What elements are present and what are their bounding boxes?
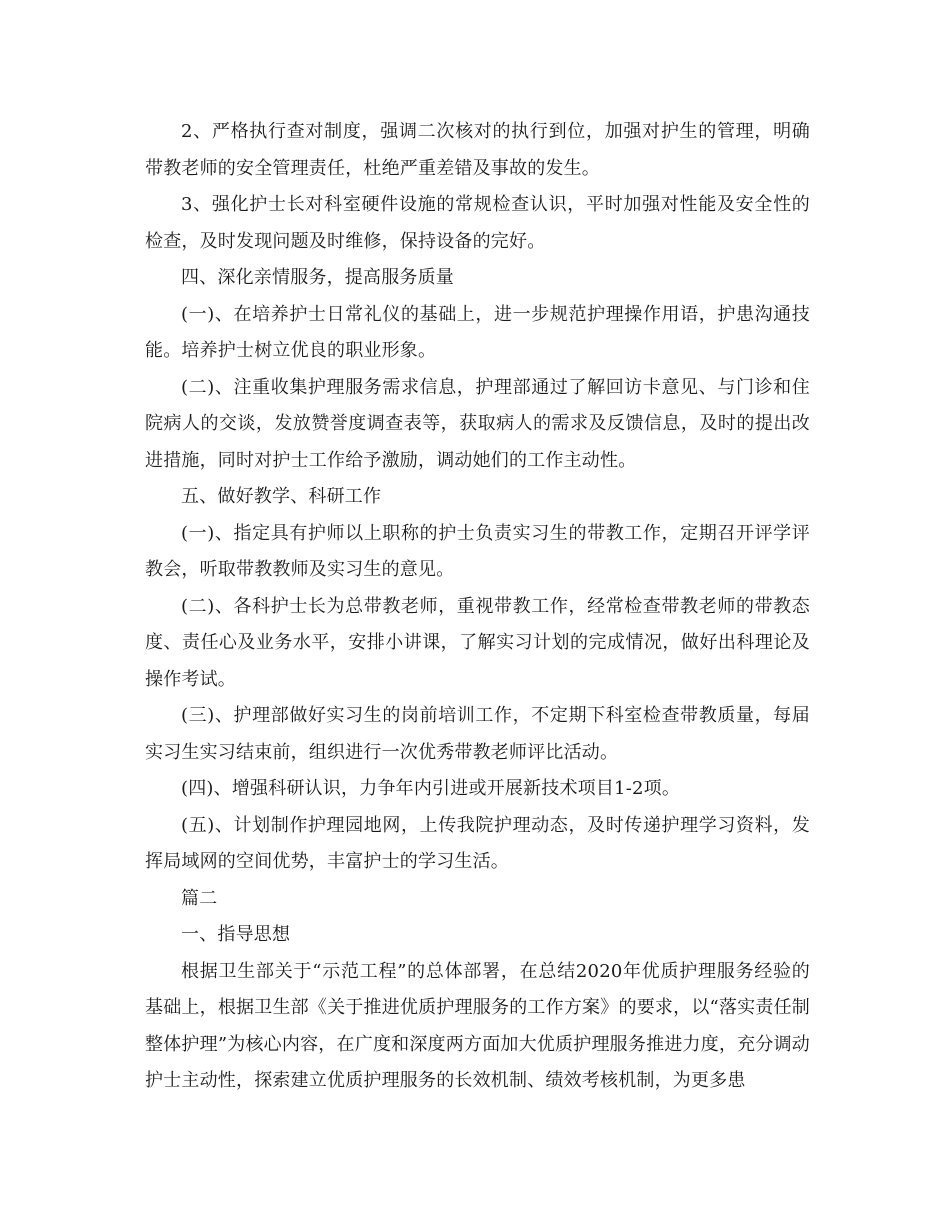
paragraph-five-four: (四)、增强科研认识，力争年内引进或开展新技术项目1-2项。 [181, 778, 681, 799]
paragraph-four-one: (一)、在培养护士日常礼仪的基础上，进一步规范护理操作用语，护患沟通技能。培养护士树立优良的职业形象。 [145, 303, 810, 361]
paragraph-five-three: (三)、护理部做好实习生的岗前培训工作，不定期下科室检查带教质量，每届实习生实习结束前，组织进行一次优秀带教老师评比活动。 [145, 705, 810, 763]
section-heading-five: 五、做好教学、科研工作 [181, 486, 382, 507]
paragraph-five-five: (五)、计划制作护理园地网，上传我院护理动态，及时传递护理学习资料，发挥局域网的空间优势，丰富护士的学习生活。 [145, 814, 810, 872]
section-heading-four: 四、深化亲情服务，提高服务质量 [181, 267, 454, 288]
paragraph-five-two: (二)、各科护士长为总带教老师，重视带教工作，经常检查带教老师的带教态度、责任心及业务水平，安排小讲课，了解实习计划的完成情况，做好出科理论及操作考试。 [145, 595, 810, 690]
part-two-heading: 篇二 [181, 887, 218, 909]
document-body [145, 114, 810, 1100]
paragraph-five-one: (一)、指定具有护师以上职称的护士负责实习生的带教工作，定期召开评学评教会，听取带教教师及实习生的意见。 [145, 522, 810, 580]
paragraph-item-2-check-system: 2、严格执行查对制度，强调二次核对的执行到位，加强对护生的管理，明确带教老师的安全管理责任，杜绝严重差错及事故的发生。 [145, 121, 810, 179]
section-heading-guiding-ideology: 一、指导思想 [181, 924, 291, 945]
paragraph-item-3-hardware-inspection: 3、强化护士长对科室硬件设施的常规检查认识，平时加强对性能及安全性的检查，及时发现问题及时维修，保持设备的完好。 [145, 194, 810, 252]
paragraph-guiding-ideology-body: 根据卫生部关于“示范工程”的总体部署，在总结2020年优质护理服务经验的基础上，根据卫生部《关于推进优质护理服务的工作方案》的要求，以“落实责任制整体护理”为核心内容，在广度和深度两方面加大优质护理服务推进力度，充分调动护士主动性，探索建立优质护理服务的长效机制、绩效考核机制，为更多患 [145, 960, 810, 1091]
paragraph-four-two: (二)、注重收集护理服务需求信息，护理部通过了解回访卡意见、与门诊和住院病人的交谈，发放赞誉度调查表等，获取病人的需求及反馈信息，及时的提出改进措施，同时对护士工作给予激励，调动她们的工作主动性。 [145, 376, 810, 471]
